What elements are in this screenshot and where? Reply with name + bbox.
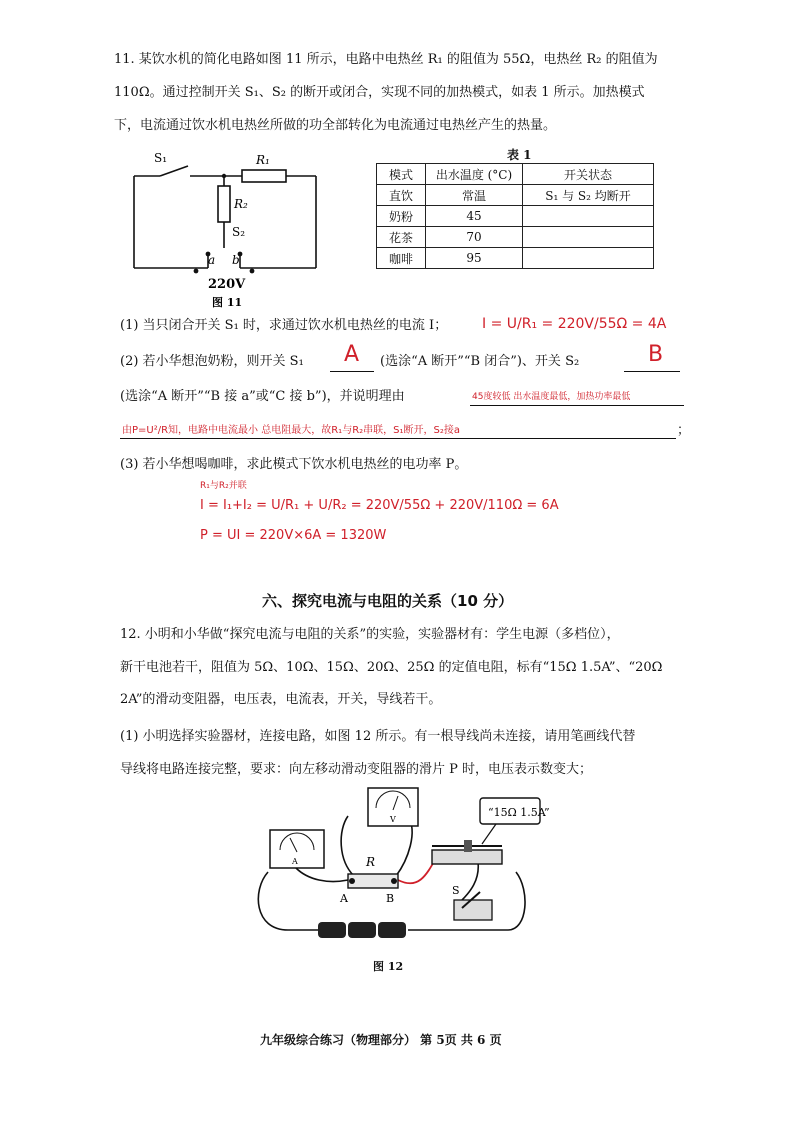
blank-reason-1 bbox=[470, 405, 684, 406]
part3-eq2: P = UI = 220V×6A = 1320W bbox=[200, 528, 387, 543]
ammeter-icon bbox=[270, 830, 324, 868]
rheostat-callout: “15Ω 1.5A” bbox=[488, 806, 550, 819]
table-row: 花茶 70 bbox=[377, 227, 654, 248]
q12-part1-line2: 导线将电路连接完整，要求：向左移动滑动变阻器的滑片 P 时，电压表示数变大； bbox=[120, 762, 593, 777]
mode-table bbox=[376, 163, 654, 269]
label-r1: R₁ bbox=[256, 153, 270, 167]
label-b: b bbox=[232, 253, 240, 267]
answer-s1: A bbox=[344, 342, 360, 367]
blank-s1 bbox=[330, 371, 374, 372]
label-s1: S₁ bbox=[154, 151, 168, 165]
label-r: R bbox=[366, 855, 376, 869]
q11-part2-a: (2) 若小华想泡奶粉，则开关 S₁ bbox=[120, 354, 304, 369]
q12-line1: 12. 小明和小华做“探究电流与电阻的关系”的实验，实验器材有：学生电源（多档位）， bbox=[120, 627, 620, 642]
q11-line1: 11. 某饮水机的简化电路如图 11 所示，电路中电热丝 R₁ 的阻值为 55Ω，电热丝 R₂ 的阻值为 bbox=[114, 52, 658, 67]
header-mode: 模式 bbox=[377, 164, 426, 185]
q12-line3: 2A”的滑动变阻器，电压表，电流表，开关，导线若干。 bbox=[120, 692, 442, 707]
q11-line2: 110Ω。通过控制开关 S₁、S₂ 的断开或闭合，实现不同的加热模式，如表 1 所示。加热模式 bbox=[114, 85, 645, 100]
reason-end: ； bbox=[677, 423, 691, 438]
label-a-terminal: A bbox=[340, 892, 348, 905]
battery-icon bbox=[318, 922, 406, 938]
table-header-row bbox=[377, 164, 654, 185]
table-row: 直饮 常温 S₁ 与 S₂ 均断开 bbox=[377, 185, 654, 206]
switch-icon bbox=[454, 892, 492, 920]
table-1-caption: 表 1 bbox=[507, 148, 532, 162]
page-footer: 九年级综合练习（物理部分） 第 5页 共 6 页 bbox=[260, 1033, 502, 1047]
q12-line2: 新干电池若干，阻值为 5Ω、10Ω、15Ω、20Ω、25Ω 的定值电阻，标有“15Ω 1.5A”、“20Ω bbox=[120, 660, 663, 675]
label-a: a bbox=[208, 253, 216, 267]
label-r2: R₂ bbox=[234, 197, 248, 211]
q11-part1-answer: I = U/R₁ = 220V/55Ω = 4A bbox=[482, 316, 667, 332]
section-title: 六、探究电流与电阻的关系（10 分） bbox=[262, 592, 514, 610]
circuit-figure-11 bbox=[120, 148, 335, 310]
table-row: 咖啡 95 bbox=[377, 248, 654, 269]
svg-text:A: A bbox=[292, 857, 298, 866]
q11-part2-line2: (选涂“A 断开”“B 接 a”或“C 接 b”)，并说明理由 bbox=[120, 389, 405, 404]
label-s: S bbox=[452, 884, 460, 897]
header-temperature: 出水温度 (°C) bbox=[426, 164, 523, 185]
rheostat-icon bbox=[432, 840, 502, 864]
label-b-terminal: B bbox=[386, 892, 395, 905]
svg-text:V: V bbox=[390, 815, 396, 824]
answer-s2: B bbox=[648, 342, 664, 367]
figure-11-caption: 图 11 bbox=[212, 296, 243, 309]
q11-part2-b: (选涂“A 断开”“B 闭合”)、开关 S₂ bbox=[380, 354, 580, 369]
q11-part3: (3) 若小华想喝咖啡，求此模式下饮水机电热丝的电功率 P。 bbox=[120, 457, 468, 472]
label-s2: S₂ bbox=[232, 225, 246, 239]
apparatus-figure-12 bbox=[248, 780, 550, 950]
header-switch-state: 开关状态 bbox=[523, 164, 654, 185]
q12-part1-line1: (1) 小明选择实验器材，连接电路，如图 12 所示。有一根导线尚未连接，请用笔画线代替 bbox=[120, 729, 636, 744]
reason-line-2: 由P=U²/R知，电路中电流最小 总电阻最大，故R₁与R₂串联，S₁断开，S₂接a bbox=[122, 425, 460, 436]
blank-reason-2 bbox=[120, 438, 676, 439]
part3-eq1: I = I₁+I₂ = U/R₁ + U/R₂ = 220V/55Ω + 220V/110Ω = 6A bbox=[200, 498, 559, 513]
q11-line3: 下，电流通过饮水机电热丝所做的功全部转化为电流通过电热丝产生的热量。 bbox=[114, 118, 557, 133]
q11-part1: (1) 当只闭合开关 S₁ 时，求通过饮水机电热丝的电流 I； bbox=[120, 318, 448, 333]
voltmeter-icon bbox=[368, 788, 418, 826]
part3-note: R₁与R₂并联 bbox=[200, 481, 247, 491]
figure-12-caption: 图 12 bbox=[373, 960, 404, 973]
label-voltage: 220V bbox=[208, 277, 246, 292]
reason-line-1: 45度较低 出水温度最低，加热功率最低 bbox=[472, 392, 631, 402]
blank-s2 bbox=[624, 371, 680, 372]
resistor-icon bbox=[348, 874, 398, 888]
table-row: 奶粉 45 bbox=[377, 206, 654, 227]
